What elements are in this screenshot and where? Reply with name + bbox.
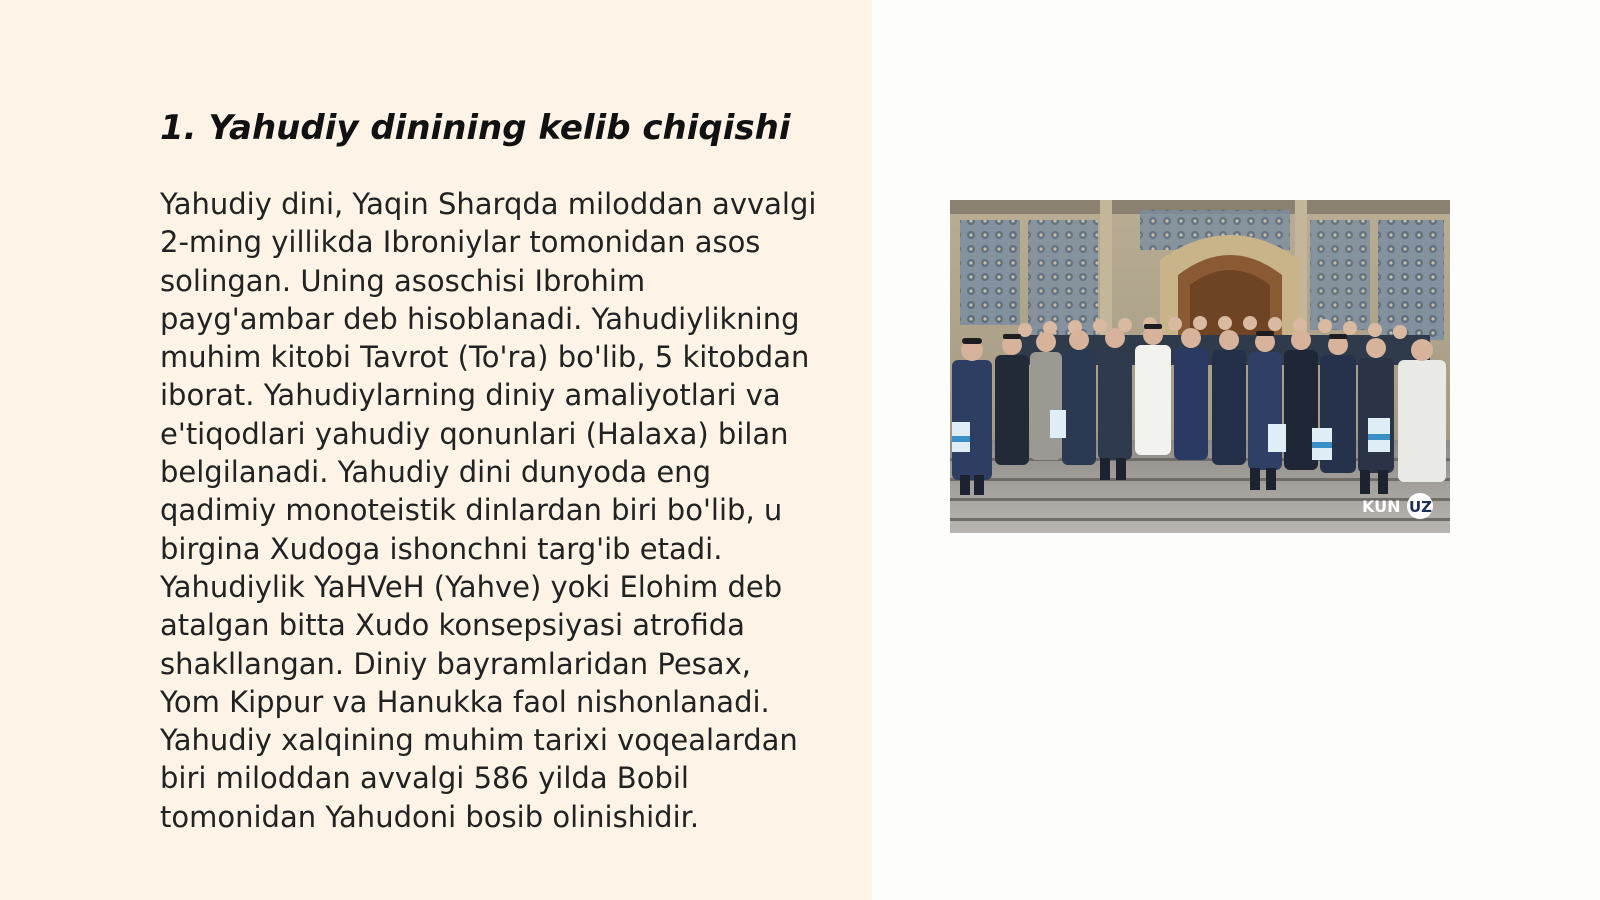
group-photo-image: [950, 200, 1450, 533]
body-line: biri miloddan avvalgi 586 yilda Bobil: [160, 761, 689, 796]
body-line: solingan. Uning asoschisi Ibrohim: [160, 263, 646, 298]
body-line: Yahudiy xalqining muhim tarixi voqealardan: [160, 723, 798, 758]
body-line: e'tiqodlari yahudiy qonunlari (Halaxa) bilan: [160, 416, 789, 451]
slide-title: 1. Yahudiy dinining kelib chiqishi: [160, 108, 791, 148]
body-line: Yahudiylik YaHVeH (Yahve) yoki Elohim deb: [160, 569, 783, 604]
watermark-uz: UZ: [1409, 498, 1433, 516]
body-line: tomonidan Yahudoni bosib olinishidir.: [160, 799, 700, 834]
body-line: Yahudiy dini, Yaqin Sharqda miloddan avvalgi: [160, 187, 817, 221]
watermark-kun: KUN: [1362, 497, 1401, 516]
body-line: 2-ming yillikda Ibroniylar tomonidan asos: [160, 225, 761, 260]
body-line: qadimiy monoteistik dinlardan biri bo'lib, u: [160, 493, 783, 528]
body-line: atalgan bitta Xudo konsepsiyasi atrofida: [160, 608, 745, 643]
body-line: shakllangan. Diniy bayramlaridan Pesax,: [160, 646, 751, 681]
body-line: birgina Xudoga ishonchni targ'ib etadi.: [160, 531, 723, 566]
body-line: Yom Kippur va Hanukka faol nishonlanadi.: [160, 684, 770, 719]
body-text: [160, 185, 850, 836]
body-line: muhim kitobi Tavrot (To'ra) bo'lib, 5 kitobdan: [160, 340, 810, 375]
body-line: payg'ambar deb hisoblanadi. Yahudiylikning: [160, 301, 800, 336]
body-line: iborat. Yahudiylarning diniy amaliyotlari va: [160, 378, 781, 413]
group-photo: [950, 200, 1450, 533]
body-line: belgilanadi. Yahudiy dini dunyoda eng: [160, 455, 711, 490]
